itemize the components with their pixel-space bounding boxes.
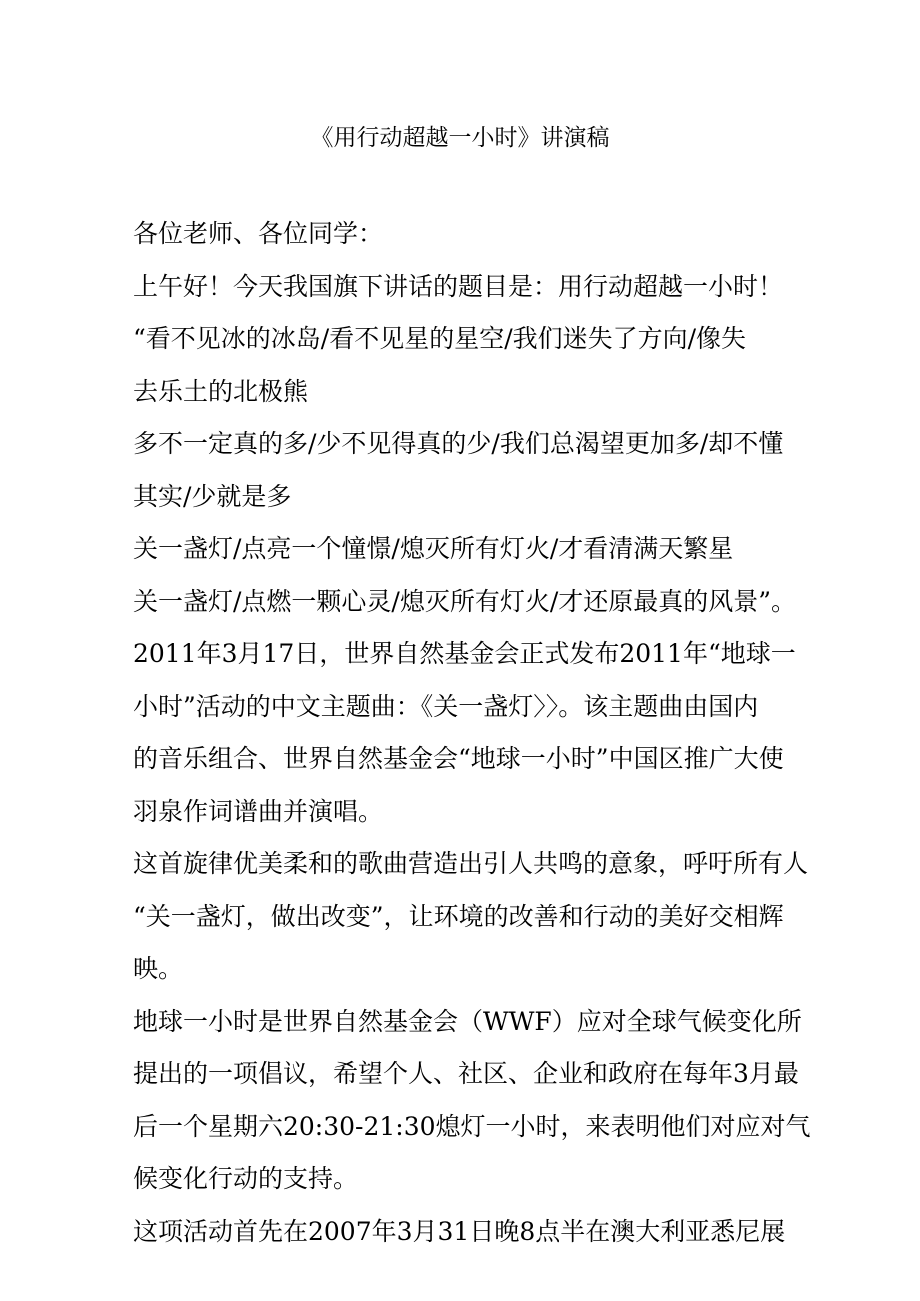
body-line: 地球一小时是世界自然基金会（WWF）应对全球气候变化所 <box>133 1006 802 1036</box>
body-line: 其实/少就是多 <box>133 481 292 511</box>
body-line: 后一个星期六20:30-21:30熄灯一小时，来表明他们对应对气 <box>133 1111 811 1141</box>
body-line: 各位老师、各位同学： <box>133 219 384 248</box>
body-line: 候变化行动的支持。 <box>133 1164 359 1193</box>
body-line: 的音乐组合、世界自然基金会“地球一小时”中国区推广大使 <box>133 744 784 773</box>
body-line: 映。 <box>133 954 184 983</box>
document-title: 《用行动超越一小时》讲演稿 <box>310 125 610 151</box>
body-line: 关一盏灯/点燃一颗心灵/熄灭所有灯火/才还原最真的风景”。 <box>133 586 797 616</box>
document-body <box>133 208 813 1258</box>
body-line: 提出的一项倡议，希望个人、社区、企业和政府在每年3月最 <box>133 1059 799 1088</box>
body-line: 关一盏灯/点亮一个憧憬/熄灭所有灯火/才看清满天繁星 <box>133 534 734 563</box>
body-line: 上午好！今天我国旗下讲话的题目是：用行动超越一小时！ <box>133 271 784 301</box>
body-line: 去乐土的北极熊 <box>133 376 309 406</box>
body-line: 小时”活动的中文主题曲：《关一盏灯〉〉。该主题曲由国内 <box>133 691 759 721</box>
body-line: 这项活动首先在2007年3月31日晚8点半在澳大利亚悉尼展 <box>133 1216 786 1246</box>
body-line: “看不见冰的冰岛/看不见星的星空/我们迷失了方向/像失 <box>133 324 747 353</box>
body-line: “关一盏灯，做出改变”，让环境的改善和行动的美好交相辉 <box>133 901 784 931</box>
body-line: 多不一定真的多/少不见得真的少/我们总渴望更加多/却不懂 <box>133 429 784 458</box>
body-line: 羽泉作词谱曲并演唱。 <box>133 796 384 826</box>
body-line: 这首旋律优美柔和的歌曲营造出引人共鸣的意象，呼吁所有人 <box>133 849 809 878</box>
body-line: 2011年3月17日，世界自然基金会正式发布2011年“地球一 <box>133 639 796 668</box>
